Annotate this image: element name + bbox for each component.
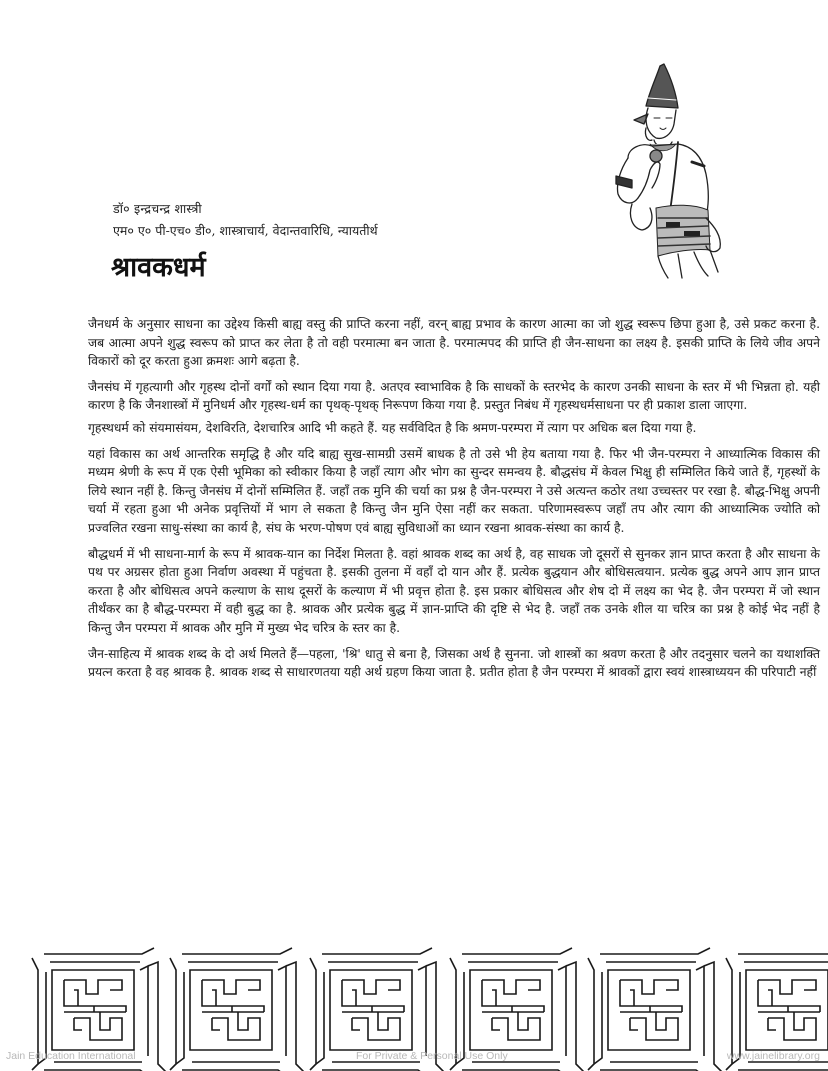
bodhisattva-illustration-icon: [598, 58, 734, 280]
paragraph-6: जैन-साहित्य में श्रावक शब्द के दो अर्थ मिलते हैं—पहला, 'श्रि' धातु से बना है, जिसका अर्थ है सुनना. जो शास्त्रों का श्रवण करता है और तदनुसार चलने का यथाशक्ति प्रयत्न करता है वह श्रावक है. श्रावक शब्द से साधारणतया यही अर्थ ग्रहण किया जाता है. प्रतीत होता है जैन परम्परा में श्रावकों द्वारा स्वयं शास्त्राध्ययन की परिपाटी नहीं: [88, 646, 820, 680]
paragraph-5: बौद्धधर्म में भी साधना-मार्ग के रूप में श्रावक-यान का निर्देश मिलता है. वहां श्रावक शब्द का अर्थ है, वह साधक जो दूसरों से सुनकर ज्ञान प्राप्त करता है और साधना के पथ पर अग्रसर होता हुआ निर्वाण अवस्था में पहुंचता है. इसकी तुलना में वहाँ दो यान और हैं. प्रत्येक बुद्धयान और बोधिसत्वयान. प्रत्येक बुद्ध अपने आप ज्ञान प्राप्त करता है और बोधिसत्व अपने कल्याण के साथ दूसरों के कल्याण में भी प्रवृत्त होता है. इस प्रकार बोधिसत्व और शेष दो में लक्ष्य का भेद है. जैन परम्परा में जो स्थान तीर्थंकर का है बौद्ध-परम्परा में वही बुद्ध का है. श्रावक और प्रत्येक बुद्ध में ज्ञान-प्राप्ति की दृष्टि से भेद है. जहाँ तक उनके शील या चरित्र का प्रश्न है कोई भेद नहीं है किन्तु जैन परम्परा में श्रावक और मुनि में मुख्य भेद चरित्र के स्तर का है.: [88, 546, 820, 635]
paragraph-2: जैनसंघ में गृहत्यागी और गृहस्थ दोनों वर्गों को स्थान दिया गया है. अतएव स्वाभाविक है कि साधकों के स्तरभेद के कारण उनकी साधना के स्तर में भी भिन्नता हो. यही कारण है कि जैनशास्त्रों में मुनिधर्म और गृहस्थ-धर्म का पृथक्-पृथक् निरूपण किया गया है. प्रस्तुत निबंध में गृहस्थधर्मसाधना पर ही प्रकाश डाला जाएगा.: [88, 379, 820, 413]
footer-usage-note: For Private & Personal Use Only: [356, 1050, 508, 1062]
footer-publisher: Jain Education International: [6, 1050, 136, 1062]
footer-website-link[interactable]: www.jainelibrary.org: [726, 1050, 820, 1062]
article-body: [88, 315, 820, 689]
paragraph-4: यहां विकास का अर्थ आन्तरिक समृद्धि है और यदि बाह्य सुख-सामग्री उसमें बाधक है तो उसे भी हेय बताया गया है. फिर भी जैन-परम्परा ने आध्यात्मिक विकास की मध्यम श्रेणी के रूप में एक ऐसी भूमिका को स्वीकार किया है जहाँ त्याग और भोग का सुन्दर समन्वय है. बौद्धसंघ में केवल भिक्षु ही सम्मिलित किये जाते हैं, गृहस्थों के लिये स्थान नहीं है. किन्तु जैनसंघ में दोनों सम्मिलित हैं. जहाँ तक मुनि की चर्या का प्रश्न है जैन-परम्परा ने उसे अत्यन्त कठोर तथा उच्चस्तर पर रखा है. बौद्ध-भिक्षु अपनी चर्या में रहता हुआ भी अनेक प्रवृत्तियों में भाग ले सकता है किन्तु जैन मुनि ऐसा नहीं कर सकता. परिणामस्वरूप जहाँ तप और त्याग की आध्यात्मिक ज्योति को प्रज्वलित रखना साधु-संस्था का कार्य है, संघ के भरण-पोषण एवं बाह्य सुविधाओं का ध्यान रखना श्रावक-संस्था का कार्य है.: [88, 446, 820, 535]
paragraph-3: गृहस्थधर्म को संयमासंयम, देशविरति, देशचारित्र आदि भी कहते हैं. यह सर्वविदित है कि श्रमण-परम्परा में त्याग पर अधिक बल दिया गया है.: [88, 420, 697, 435]
author-name: डॉ० इन्द्रचन्द्र शास्त्री: [113, 201, 202, 216]
author-credentials: एम० ए० पी-एच० डी०, शास्त्राचार्य, वेदान्तवारिधि, न्यायतीर्थ: [113, 223, 378, 238]
article-title: श्रावकधर्म: [111, 252, 206, 283]
paragraph-1: जैनधर्म के अनुसार साधना का उद्देश्य किसी बाह्य वस्तु की प्राप्ति करना नहीं, वरन् बाह्य प्रभाव के कारण आत्मा का जो शुद्ध स्वरूप छिपा हुआ है, उसे प्रकट करना है. जब आत्मा अपने शुद्ध स्वरूप को प्राप्त कर लेता है तो वही परमात्मा बन जाता है. परमात्मपद की प्राप्ति ही जैन-साधना का लक्ष्य है. इसकी प्राप्ति के लिये जीव अपने विकारों को दूर करता हुआ क्रमशः आगे बढ़ता है.: [88, 317, 820, 369]
